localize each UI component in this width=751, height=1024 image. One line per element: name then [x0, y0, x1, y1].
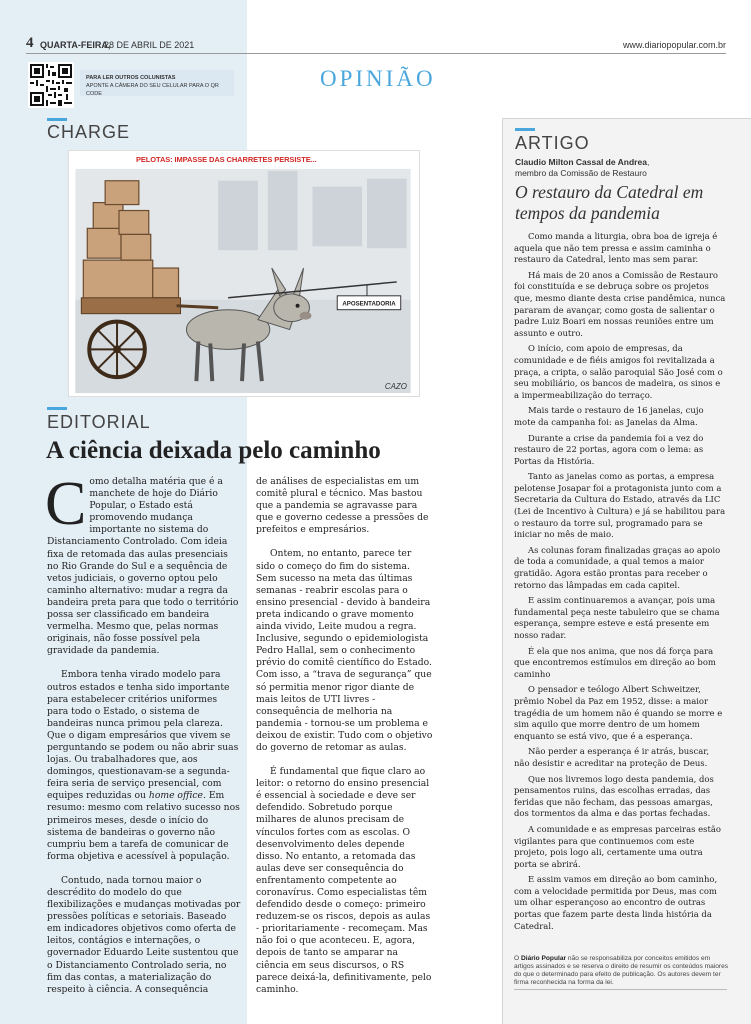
cartoonist-signature: CAZO	[384, 382, 407, 392]
artigo-paragraph: O pensador e teólogo Albert Schweitzer, prêmio Nobel da Paz em 1952, disse: a maior tragédia de um homem não é quando se morre e sim aquilo que morre dentro de um homem enquanto se está vivo, que é a esperança.	[514, 684, 723, 741]
header-divider	[26, 53, 726, 54]
date: 28 DE ABRIL DE 2021	[104, 40, 195, 50]
artigo-paragraph: Há mais de 20 anos a Comissão de Restauro foi constituída e se debruça sobre os projetos que, mesmo diante desta crise pandêmica, nunca pararam de avançar, como gosta de salientar o padre Luiz Boari em nossas reuniões entre um assunto e outro.	[514, 269, 726, 338]
qr-line1: PARA LER OUTROS COLUNISTAS	[86, 75, 176, 81]
artigo-paragraph: Mais tarde o restauro de 16 janelas, cujo mote da campanha foi: as Janelas da Alma.	[514, 405, 704, 427]
editorial-paragraph	[45, 470, 241, 657]
editorial-paragraph: É fundamental que fique claro ao leitor: o retorno do ensino presencial é essencial à sociedade e deve ser defendido. Sobretudo porque milhares de alunos precisam de vínculos fortes com as escolas. O desenvolvimento deles depende disso. No entanto, a retomada das aulas deve ser consequência do enfrentamento competente ao coronavírus. Como especialistas têm defendido desde o começo: primeiro reduzem-se os riscos, depois as aulas - prioritariamente - recomeçam. Mas não foi o que aconteceu. E, agora, depois de tanto se amparar na ciência em seus discursos, o RS parece deixá-la, definitivamente, pelo caminho.	[256, 766, 432, 995]
artigo-paragraph: Tanto as janelas como as portas, a empresa pelotense Josapar foi a protagonista junto com a Secretaria da Cultura do Estado, através da LIC (Lei de Incentivo à Cultura) e já se habilitou para o restauro da torre sul, programado para se iniciar no mês de maio.	[514, 471, 726, 540]
artigo-paragraph: Que nos livremos logo desta pandemia, dos pensamentos ruins, das escolhas erradas, das feridas que não fecham, das pessoas amargas, dos tormentos da alma e das portas fechadas.	[514, 773, 714, 819]
editorial-paragraph: Ontem, no entanto, parece ter sido o começo do fim do sistema. Sem sucesso na meta das últimas semanas - reabrir escolas para o ensino presencial - devido à bandeira preta indicando o grave momento ainda vivido, Leite mudou a regra. Inclusive, segundo o epidemiologista Pedro Hallal, sem o conhecimento prévio do comitê científico do Estado. Com isso, a “trava de segurança” que só permitia menor rigor diante de mais leitos de UTI livres - consequência de melhoria na pandemia - tornou-se um problema e deixou de existir. Tudo com o objetivo do governo de retomar as aulas.	[256, 548, 433, 753]
artigo-paragraph: As colunas foram finalizadas graças ao apoio de toda a comunidade, a qual temos a maior gratidão. Agora estão prontas para receber o retorno das lâmpadas em cada capitel.	[514, 544, 721, 590]
disclaimer	[514, 955, 729, 987]
cartoon-title: PELOTAS: IMPASSE DAS CHARRETES PERSISTE...	[136, 155, 317, 164]
artigo-paragraph: É ela que nos anima, que nos dá força para que encontremos estímulos em direção ao bom caminho	[514, 645, 716, 679]
cartoon-sign-text: APOSENTADORIA	[342, 300, 396, 308]
editorial-headline: A ciência deixada pelo caminho	[46, 437, 381, 464]
artigo-body	[514, 231, 727, 936]
cartoon-illustration[interactable]	[68, 150, 420, 397]
author-name: Claudio Milton Cassal de Andrea	[515, 157, 647, 167]
charge-tag: CHARGE	[47, 122, 131, 142]
disclaimer-prefix: O	[514, 955, 520, 962]
artigo-author: Claudio Milton Cassal de Andrea, membro da Comissão de Restauro	[515, 157, 650, 178]
qr-instructions	[80, 70, 234, 96]
qr-code-icon[interactable]	[28, 62, 74, 108]
artigo-tag: ARTIGO	[515, 133, 590, 153]
artigo-paragraph: E assim continuaremos a avançar, pois uma fundamental peça neste tabuleiro que se chama esperança, sempre esteve e está presente em nosso radar.	[514, 595, 720, 640]
page-number: 4	[26, 35, 34, 51]
artigo-accent-bar	[515, 128, 535, 131]
artigo-paragraph: Durante a crise da pandemia foi a vez do restauro de 22 portas, agora com o lema: as Portas da História.	[514, 432, 704, 466]
dropcap: C	[45, 470, 87, 538]
editorial-column-1	[45, 470, 241, 996]
disclaimer-brand: Diário Popular	[520, 955, 567, 962]
artigo-title: O restauro da Catedral em tempos da pandemia	[515, 182, 704, 223]
weekday: QUARTA-FEIRA,	[40, 40, 111, 50]
artigo-paragraph: Não perder a esperança é ir atrás, buscar, não desistir e acreditar na proteção de Deus.	[514, 746, 710, 768]
editorial-text: Embora tenha virado modelo para outros estados e tenha sido importante para estabelecer critérios uniformes para todo o Estado, o sistema de bandeiras nunca primou pela clareza. Que o digam empresários que vivem se perguntando se podem ou não abrir suas lojas. Ou trabalhadores que, aos domingos, questionavam-se a segunda-feira seria de serviço presencial, com equipes reduzidas ou	[47, 669, 239, 802]
artigo-paragraph: O início, com apoio de empresas, da comunidade e de fiéis amigos foi revitalizada a praça, a cripta, o salão paroquial São José com o seu mobiliário, os bancos de madeira, os sinos e a impermeabilização do terraço.	[514, 343, 723, 400]
author-role: membro da Comissão de Restauro	[515, 168, 647, 178]
artigo-paragraph: Como manda a liturgia, obra boa de igreja é aquela que não tem pressa e assim caminha o restauro da Catedral, lento mas sem parar.	[514, 231, 718, 265]
editorial-accent-bar	[47, 407, 67, 410]
editorial-tag: EDITORIAL	[47, 412, 151, 432]
artigo-paragraph: A comunidade e as empresas parceiras estão vigilantes para que continuemos com este projeto, pois logo ali, certamente uma outra porta se abrirá.	[514, 823, 721, 869]
editorial-column-2	[256, 476, 433, 996]
editorial-paragraph	[47, 669, 241, 863]
section-title: OPINIÃO	[320, 66, 436, 91]
editorial-italic: home office	[148, 790, 203, 802]
editorial-paragraph: de análises de especialistas em um comitê plural e técnico. Mas bastou que a pandemia se agravasse para que e governo cedesse a pressões de prefeitos e empresários.	[256, 476, 429, 536]
site-url[interactable]: www.diariopopular.com.br	[622, 40, 726, 50]
editorial-text: omo detalha matéria que é a manchete de hoje do Diário Popular, o Estado está promovendo mudança importante no sistema do Distanciamento Controlado. Com ideia fixa de retomada das aulas presenciais no Rio Grande do Sul e a sequência de vetos judiciais, o governo optou pelo caminho alternativo: mudar a regra da bandeira preta para que todo o território possa ser classificado em bandeira vermelha. Mesmo que, pelas normas originais, não fosse possível pela gravidade da pandemia.	[47, 476, 239, 657]
qr-line2: APONTE A CÂMERA DO SEU CELULAR PARA O QR CODE	[86, 83, 219, 97]
page-header	[26, 35, 726, 54]
artigo-paragraph: E assim vamos em direção ao bom caminho, com a velocidade permitida por Deus, mas com um olhar esperançoso ao encontro de outras portas que fazem parte desta linda história da Catedral.	[514, 874, 718, 931]
editorial-text: . Em resumo: mesmo com relativo sucesso nos primeiros meses, desde o início do sistema de bandeiras o governo não cumpriu bem a tarefa de comunicar de forma objetiva e acessível à população.	[47, 790, 240, 862]
disclaimer-text: não se responsabiliza por conceitos emitidos em artigos assinados e se reserva o direito de resumir os conteúdos maiores do que o determinado para efeito de publicação. Os autores devem ter firma reconhecida na forma da lei.	[514, 955, 729, 987]
disclaimer-divider	[514, 989, 727, 990]
charge-accent-bar	[47, 118, 67, 121]
editorial-paragraph: Contudo, nada tornou maior o descrédito do modelo do que flexibilizações e mudanças motivadas por pressões políticas e setoriais. Baseado em indicadores objetivos como oferta de leitos, contágios e internações, o governador Eduardo Leite sustentou que o Distanciamento Controlado seria, no fim das contas, a materialização do respeito à ciência. A consequência	[47, 874, 241, 995]
